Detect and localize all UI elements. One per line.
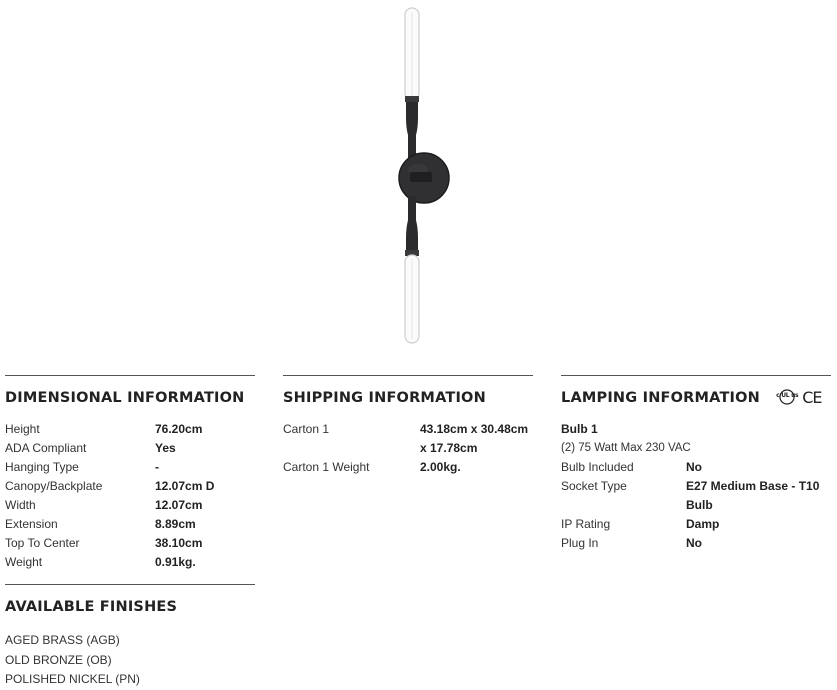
table-row (283, 458, 533, 477)
table-row (561, 534, 831, 553)
bulb-description-row (561, 439, 831, 458)
row-value: Damp (686, 517, 720, 531)
lamping-info-title: LAMPING INFORMATION (561, 390, 760, 406)
row-value: 2.00kg. (420, 460, 461, 474)
table-row (5, 458, 255, 477)
certifications (775, 388, 821, 408)
lamping-info-title-row (561, 388, 831, 408)
table-row (5, 439, 255, 458)
row-label: Canopy/Backplate (5, 479, 103, 493)
table-row (561, 515, 831, 534)
row-label: Extension (5, 517, 58, 531)
finish-item: AGED BRASS (AGB) (5, 633, 120, 647)
row-label: Weight (5, 555, 43, 569)
row-label: Top To Center (5, 536, 80, 550)
dimensional-info-table (5, 420, 255, 572)
shipping-info-title: SHIPPING INFORMATION (283, 390, 486, 406)
row-label: Hanging Type (5, 460, 79, 474)
ce-mark-icon: CE (802, 388, 822, 407)
section-divider (5, 375, 255, 376)
row-label: Width (5, 498, 36, 512)
row-label: IP Rating (561, 517, 611, 531)
table-row (5, 553, 255, 572)
bulb-description: (2) 75 Watt Max 230 VAC (561, 442, 691, 454)
table-row (5, 534, 255, 553)
row-label: Bulb Included (561, 460, 634, 474)
finish-item: OLD BRONZE (OB) (5, 652, 112, 667)
finish-item: POLISHED NICKEL (PN) (5, 672, 140, 686)
table-row (561, 458, 831, 477)
shipping-info-section (283, 375, 533, 477)
section-divider (283, 375, 533, 376)
available-finishes-section (5, 584, 255, 690)
table-row (5, 515, 255, 534)
row-value: - (155, 460, 159, 474)
row-value: 38.10cm (155, 536, 203, 550)
ul-listed-icon: c UL us (775, 389, 799, 407)
row-value: 0.91kg. (155, 555, 196, 569)
row-value: No (686, 460, 702, 474)
row-value: Yes (155, 441, 176, 455)
table-row (5, 477, 255, 496)
row-value: No (686, 536, 702, 550)
row-value: x 17.78cm (420, 441, 478, 455)
row-label: ADA Compliant (5, 441, 87, 455)
dimensional-info-section (5, 375, 255, 572)
shipping-info-table (283, 420, 533, 477)
row-value: 43.18cm x 30.48cm (420, 422, 529, 436)
section-divider (5, 584, 255, 585)
row-value: 76.20cm (155, 422, 203, 436)
table-row (283, 420, 533, 458)
table-row (5, 420, 255, 439)
lamping-info-table (561, 420, 831, 553)
bulb-heading-row (561, 420, 831, 439)
row-label: Socket Type (561, 479, 627, 493)
lamping-info-section (561, 375, 831, 553)
row-value: Bulb (686, 498, 713, 512)
finishes-list (5, 631, 255, 690)
row-value: E27 Medium Base - T10 (686, 479, 820, 493)
section-divider (561, 375, 831, 376)
row-label: Height (5, 422, 40, 436)
table-row (5, 496, 255, 515)
bulb-heading: Bulb 1 (561, 422, 598, 436)
table-row (561, 477, 831, 515)
row-value: 8.89cm (155, 517, 196, 531)
row-label: Carton 1 Weight (283, 460, 370, 474)
row-label: Plug In (561, 536, 599, 550)
dimensional-info-title: DIMENSIONAL INFORMATION (5, 390, 245, 406)
available-finishes-title: AVAILABLE FINISHES (5, 599, 178, 615)
row-label: Carton 1 (283, 422, 330, 436)
row-value: 12.07cm (155, 498, 203, 512)
row-value: 12.07cm D (155, 479, 215, 493)
